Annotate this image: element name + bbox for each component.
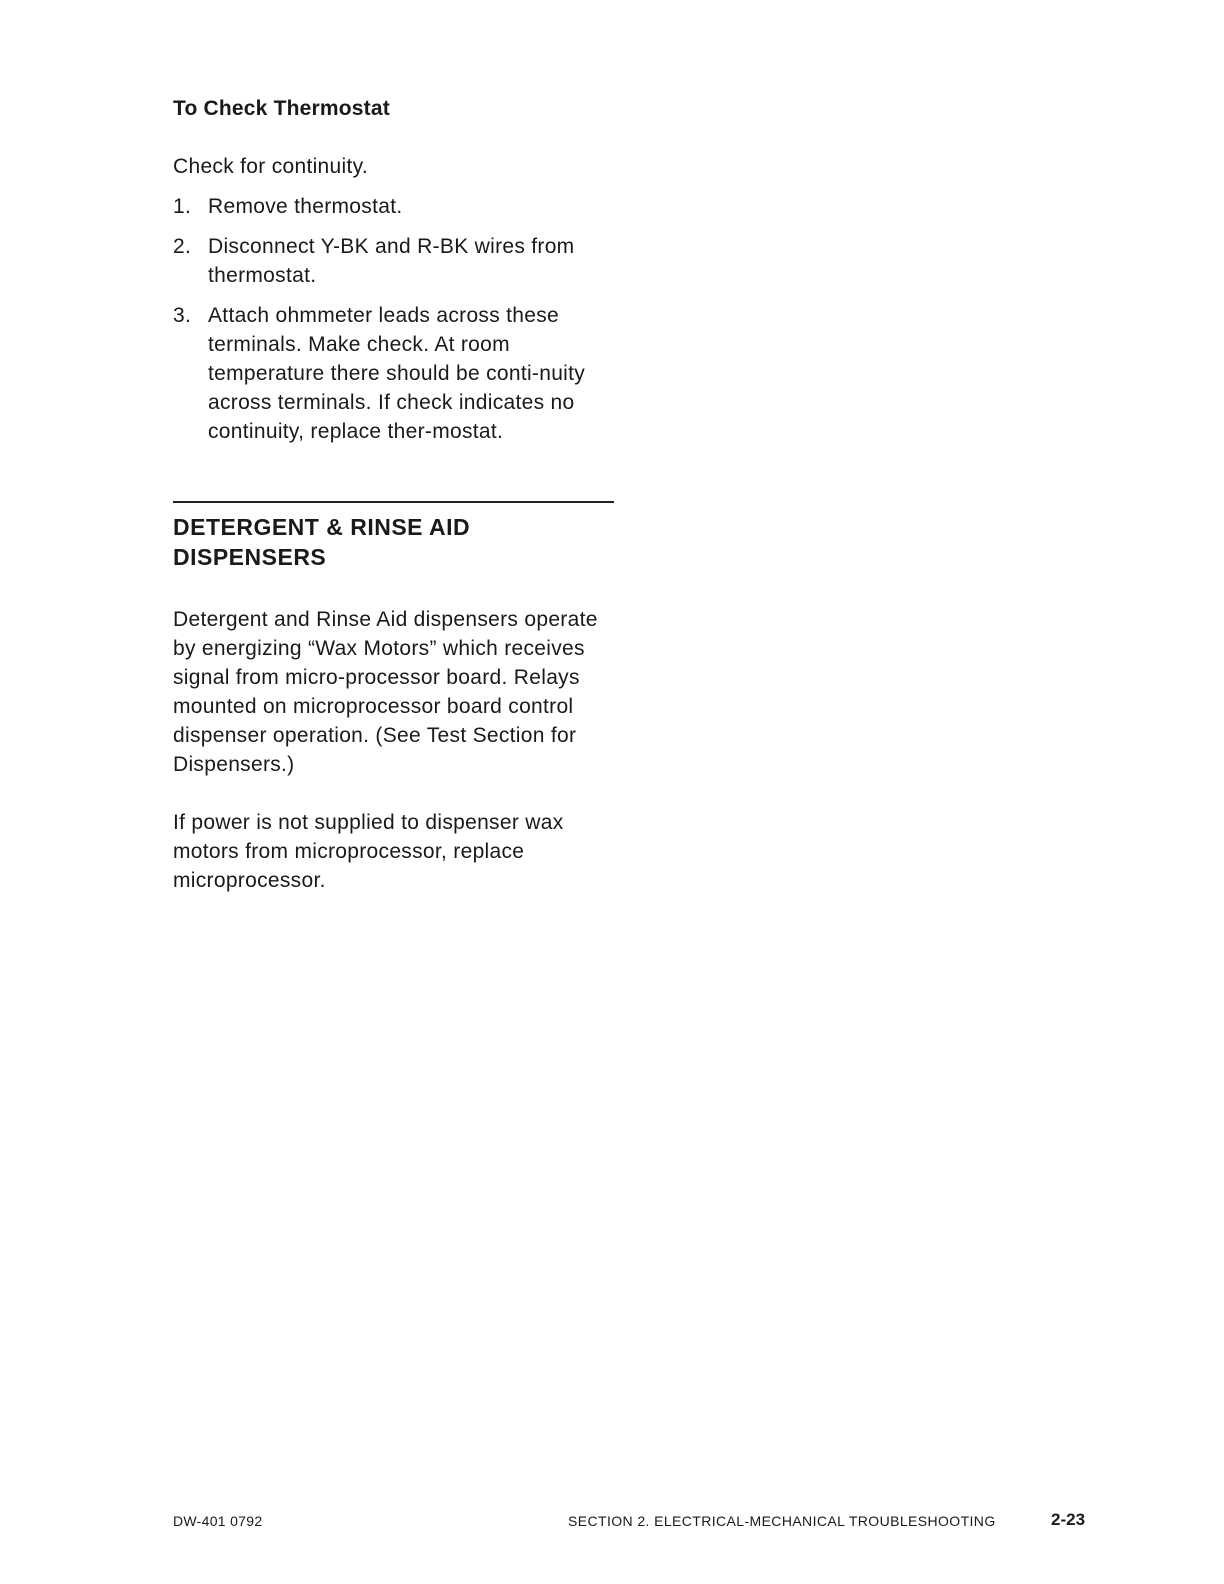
dispensers-paragraph-2: If power is not supplied to dispenser wax motors from microprocessor, replace microprocessor. — [173, 811, 564, 892]
step-number: 2. — [173, 235, 192, 258]
footer-page-number: 2-23 — [1051, 1510, 1086, 1529]
text-column — [173, 94, 618, 895]
step-text: Disconnect Y-BK and R-BK wires from thermostat. — [208, 235, 575, 287]
dispensers-paragraph-1: Detergent and Rinse Aid dispensers operate by energizing “Wax Motors” which receives signal from micro-processor board. Relays mounted on microprocessor board control dispenser operation. (See Test Section for Dispensers.) — [173, 608, 598, 776]
footer-section-title: SECTION 2. ELECTRICAL-MECHANICAL TROUBLESHOOTING — [568, 1513, 996, 1529]
step-text: Attach ohmmeter leads across these terminals. Make check. At room temperature there should be conti-nuity across terminals. If check indicates no continuity, replace ther-mostat. — [208, 304, 586, 443]
step-number: 3. — [173, 304, 192, 327]
step-item — [173, 301, 618, 446]
section-divider — [173, 501, 614, 503]
dispensers-heading: DETERGENT & RINSE AID DISPENSERS — [173, 514, 471, 570]
footer-doc-code: DW-401 0792 — [173, 1513, 263, 1529]
thermostat-intro: Check for continuity. — [173, 155, 368, 178]
step-item — [173, 192, 618, 221]
step-number: 1. — [173, 195, 192, 218]
thermostat-steps-list — [173, 192, 618, 446]
step-item — [173, 232, 618, 290]
thermostat-subheading: To Check Thermostat — [173, 97, 390, 120]
step-text: Remove thermostat. — [208, 195, 403, 218]
